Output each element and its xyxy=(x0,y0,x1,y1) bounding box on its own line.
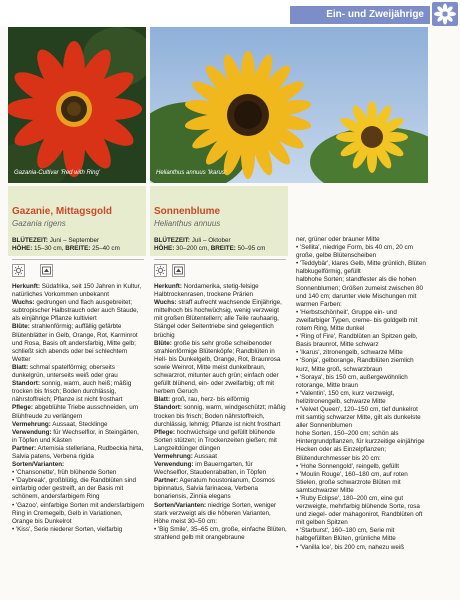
sunflower-latin-name: Helianthus annuus xyxy=(154,219,221,228)
paragraph xyxy=(296,406,428,430)
field-label: Sorten/Varianten: xyxy=(12,461,65,469)
field-label: Blüte: xyxy=(12,323,30,331)
breite-label: BREITE: xyxy=(65,245,91,253)
field-text: • 'Valentin', 150 cm, kurz verzweigt, hellzitronengelb, schwarze Mitte xyxy=(296,389,395,405)
field-text: für Wechselflor, in Steingärten, in Töpfen und Kästen xyxy=(12,428,139,444)
paragraph xyxy=(296,544,428,552)
field-text: sonnig, warm, windgeschützt; mäßig trocken bis frisch; Boden nährstoffreich, durchlässig, lehmig; Pflanze ist nicht frosthart xyxy=(154,404,286,428)
field-text: schmal spatelförmig; oberseits dunkelgrün, unterseits weiß oder grau xyxy=(12,363,118,380)
paragraph xyxy=(12,323,145,363)
paragraph xyxy=(154,299,287,339)
field-text: ner, grüner oder brauner Mitte xyxy=(296,236,380,243)
gazania-latin-name: Gazania rigens xyxy=(12,219,66,228)
paragraph xyxy=(296,244,428,260)
field-text: • 'Teddybär', klares Gelb, Mitte grünlich, Blüten halbkugelförmig, gefüllt xyxy=(296,260,426,276)
field-text: • 'Daybreak', großblütig, die Randblüten sind einfarbig oder gestreift, an der Basis mit schönem, andersfarbigem Ring xyxy=(12,477,136,501)
paragraph xyxy=(154,340,287,397)
paragraph xyxy=(12,283,145,299)
field-text: • 'Velvet Queen', 120–150 cm, tief dunkelrot mit samtig schwarzer Mitte, gilt als dunkelste aller Sonnenblumen xyxy=(296,405,421,430)
field-text: sonnig, warm, auch heiß; mäßig trocken bis frisch; Boden durchlässig, nährstoffreich; Pflanze ist nicht frosthart xyxy=(12,380,132,404)
field-label: Verwendung: xyxy=(12,428,52,436)
paragraph xyxy=(12,445,145,461)
field-text: Aussaat, Stecklinge xyxy=(50,420,108,428)
bluetezeit-value: Juli – Oktober xyxy=(191,237,231,244)
field-label: Standort: xyxy=(12,380,40,388)
paragraph xyxy=(296,236,428,244)
field-text: • 'Sellita', niedrige Form, bis 40 cm, 20 cm große, gelbe Blütenscheiben xyxy=(296,244,413,260)
field-label: Wuchs: xyxy=(12,299,35,307)
sunflower-name: Sonnenblume xyxy=(154,206,221,217)
sunflower-photo xyxy=(150,27,428,183)
gazania-description xyxy=(12,283,145,534)
field-label: Blatt: xyxy=(12,363,29,371)
paragraph xyxy=(154,502,287,526)
field-text: • 'Ikarus', zitronengelb, schwarze Mitte xyxy=(296,349,403,357)
field-label: Vermehrung: xyxy=(12,420,51,428)
paragraph xyxy=(154,396,287,404)
paragraph xyxy=(12,469,145,477)
field-text: gedrungen und flach ausgebreitet; subtropischer Halbstrauch oder auch Staude, als einjährige Pflanze kultiviert xyxy=(12,299,139,323)
paragraph xyxy=(296,390,428,406)
field-text: • 'Soraya', bis 150 cm, außergewöhnlich rotorange, Mitte braun xyxy=(296,373,408,389)
breite-value: 50–95 cm xyxy=(237,245,266,253)
field-label: Partner: xyxy=(12,444,37,452)
field-text: abgeblühte Triebe ausschneiden, um Blühfreude zu verlängern xyxy=(12,404,139,420)
field-text: • 'Hohe Sonnengold', reingelb, gefüllt xyxy=(296,462,399,470)
paragraph xyxy=(12,380,145,404)
paragraph xyxy=(296,333,428,349)
hoehe-label: HÖHE: xyxy=(154,245,175,253)
paragraph xyxy=(296,495,428,527)
field-text: strahlenförmig; auffällig gefärbte Blütenblätter in Gelb, Orange, Rot, Karminrot und Rosa, Basis oft andersfarbig, Mitte gelb; schließt sich abends oder bei schlechtem Wetter xyxy=(12,323,138,363)
paragraph xyxy=(154,477,287,501)
paragraph xyxy=(154,283,287,299)
field-label: Sorten/Varianten: xyxy=(154,501,207,509)
field-label: Standort: xyxy=(154,404,182,412)
bluetezeit-value: Juni – September xyxy=(49,237,100,244)
field-text: • 'Gazoo', einfarbige Sorten mit andersfarbigem Ring in Cremegelb, Gelb in Variationen, Orange bis Dunkelrot xyxy=(12,501,145,525)
field-label: Pflege: xyxy=(154,428,175,436)
field-text: • 'Kiss', Serie niederer Sorten, vielfarbig xyxy=(12,525,123,533)
field-label: Wuchs: xyxy=(154,299,177,307)
paragraph xyxy=(12,477,145,501)
gazania-name: Gazanie, Mittagsgold xyxy=(12,206,113,217)
field-text: • 'Ruby Eclipse', 180–200 cm, eine gut verzweigte, mehrfarbig blühende Sorte, rosa und ziegel- oder mahagonirot, Randblüten oft mit gelben Spitzen xyxy=(296,495,423,527)
field-label: Vermehrung: xyxy=(154,452,193,460)
paragraph xyxy=(12,461,145,469)
paragraph xyxy=(12,526,145,534)
field-text: Artemisia stelleriana, Rudbeckia hirta, Salvia patens, Verbena rigida xyxy=(12,444,144,460)
paragraph xyxy=(154,461,287,477)
field-text: hochwüchsige und gefüllt blühende Sorten stützen; in Trockenzeiten gießen; mit Langzeitdünger düngen xyxy=(154,428,277,452)
paragraph xyxy=(296,430,428,462)
field-text: Nordamerika, stetig-felsige Halbtrockenrasen, trockene Prärien xyxy=(154,283,259,299)
field-text: halbhohe Sorten; standfester als die hohen Sonnenblumen; Größen zumeist zwischen 80 und 140 cm; darunter viele Mischungen mit warmen Farben: xyxy=(296,276,424,308)
field-text: • 'Ring of Fire', Randblüten an Spitzen gelb, Basis braunrot, Mitte schwarz xyxy=(296,333,418,349)
field-text: • 'Big Smile', 35–65 cm, große, einfache Blüten, strahlend gelb mit orangebraune xyxy=(154,525,287,541)
bluetezeit-label: BLÜTEZEIT: xyxy=(12,237,49,244)
gazania-photo xyxy=(8,27,146,183)
field-label: Herkunft: xyxy=(12,283,40,290)
paragraph xyxy=(12,429,145,445)
paragraph xyxy=(296,276,428,308)
paragraph xyxy=(12,404,145,420)
paragraph xyxy=(154,404,287,428)
sunflower-description-continued xyxy=(296,236,428,552)
bluetezeit-label: BLÜTEZEIT: xyxy=(154,237,191,244)
field-text: Aussaat xyxy=(192,452,217,460)
hoehe-value: 15–30 cm, xyxy=(34,245,64,253)
field-text: groß, rau, herz- bis eiförmig xyxy=(170,396,250,404)
field-label: Verwendung: xyxy=(154,461,194,469)
paragraph xyxy=(296,349,428,357)
field-label: Blüte: xyxy=(154,339,172,347)
warm-location-icon xyxy=(40,264,53,277)
field-text: • 'Vanilla Ice', bis 200 cm, nahezu weiß xyxy=(296,543,405,551)
paragraph xyxy=(296,471,428,495)
sun-icon xyxy=(12,264,25,277)
divider xyxy=(154,259,286,260)
paragraph xyxy=(154,526,287,542)
paragraph xyxy=(154,453,287,461)
field-label: Herkunft: xyxy=(154,283,182,290)
paragraph xyxy=(296,527,428,543)
field-text: hohe Sorten, 150–200 cm; schön als Hintergrundpflanzen, für kurzzeitige einjährige Hecken oder als Einzelpflanzen; Blütendurchmesser bis 20 cm: xyxy=(296,430,425,462)
field-text: • 'Moulin Rouge', 160–180 cm, auf roten Stielen, große schwarzrote Blüten mit samtschwarzer Mitte xyxy=(296,470,408,494)
field-text: • 'Sonja', gelborange, Randblüten ziemlich kurz, Mitte groß, schwarzbraun xyxy=(296,357,414,373)
hoehe-label: HÖHE: xyxy=(12,245,33,253)
paragraph xyxy=(154,429,287,453)
sun-icon xyxy=(154,264,167,277)
breite-label: BREITE: xyxy=(210,245,236,253)
paragraph xyxy=(296,357,428,373)
field-text: große bis sehr große scheibenoder strahlenförmige Blütenköpfe; Randblüten in Hell- bis Dunkelgelb, Orange, Rot, Braunrosa sowie Weinrot, Mitte meist dunkelbraun, schwarzrot, mitunter auch grün; einfach oder gefüllt blühend, ein- oder zweifarbig; oft mit herbem Geruch xyxy=(154,339,281,396)
paragraph xyxy=(296,463,428,471)
field-text: • 'Herbstschönheit', Gruppe ein- und zweifarbiger Typen, creme- bis goldgelb mit rotem Ring, Mitte dunkel xyxy=(296,308,418,333)
paragraph xyxy=(12,299,145,323)
paragraph xyxy=(296,374,428,390)
gazania-meta xyxy=(12,237,146,253)
field-text: Ageratum houstonianum, Cosmos bipinnatus, Salvia farinacea, Verbena bonariensis, Zinnia elegans xyxy=(154,477,275,501)
field-text: niedrige Sorten, weniger stark verzweigt als die höheren Varianten, Höhe meist 30–50 cm: xyxy=(154,501,277,525)
breite-value: 25–40 cm xyxy=(92,245,120,253)
hoehe-value: 30–200 cm, xyxy=(176,245,209,253)
paragraph xyxy=(296,309,428,333)
flower-icon xyxy=(432,2,458,26)
field-text: im Bauerngarten, für Wechselflor, Staudenrabatten, in Töpfen xyxy=(154,461,267,477)
warm-location-icon xyxy=(172,264,185,277)
sunflower-caption: Helianthus annuus 'Ikarus' xyxy=(156,170,226,176)
divider xyxy=(12,259,144,260)
field-label: Pflege: xyxy=(12,404,33,412)
paragraph xyxy=(12,502,145,526)
field-label: Partner: xyxy=(154,477,179,485)
paragraph xyxy=(12,364,145,380)
field-text: • 'Starburst', 160–180 cm, Serie mit halbgefüllten Blüten, grünliche Mitte xyxy=(296,527,396,543)
field-text: Südafrika, seit 150 Jahren in Kultur, natürliches Vorkommen unbekannt xyxy=(12,283,142,299)
sunflower-meta xyxy=(154,237,288,253)
paragraph xyxy=(12,421,145,429)
section-title: Ein- und Zweijährige xyxy=(290,6,430,24)
field-text: straff aufrecht wachsende Einjährige, mittelhoch bis hochwüchsig, wenig verzweigt mit großen Blütentellern; alle Teile rauhaarig, Stängel oder Seitentriebe sind gelegentlich brüchig xyxy=(154,299,282,339)
field-text: • 'Chansonette', früh blühende Sorten xyxy=(12,469,117,477)
paragraph xyxy=(296,260,428,276)
gazania-caption: Gazania-Cultivar 'Red with Ring' xyxy=(14,170,100,176)
field-label: Blatt: xyxy=(154,396,171,404)
sunflower-description xyxy=(154,283,287,542)
